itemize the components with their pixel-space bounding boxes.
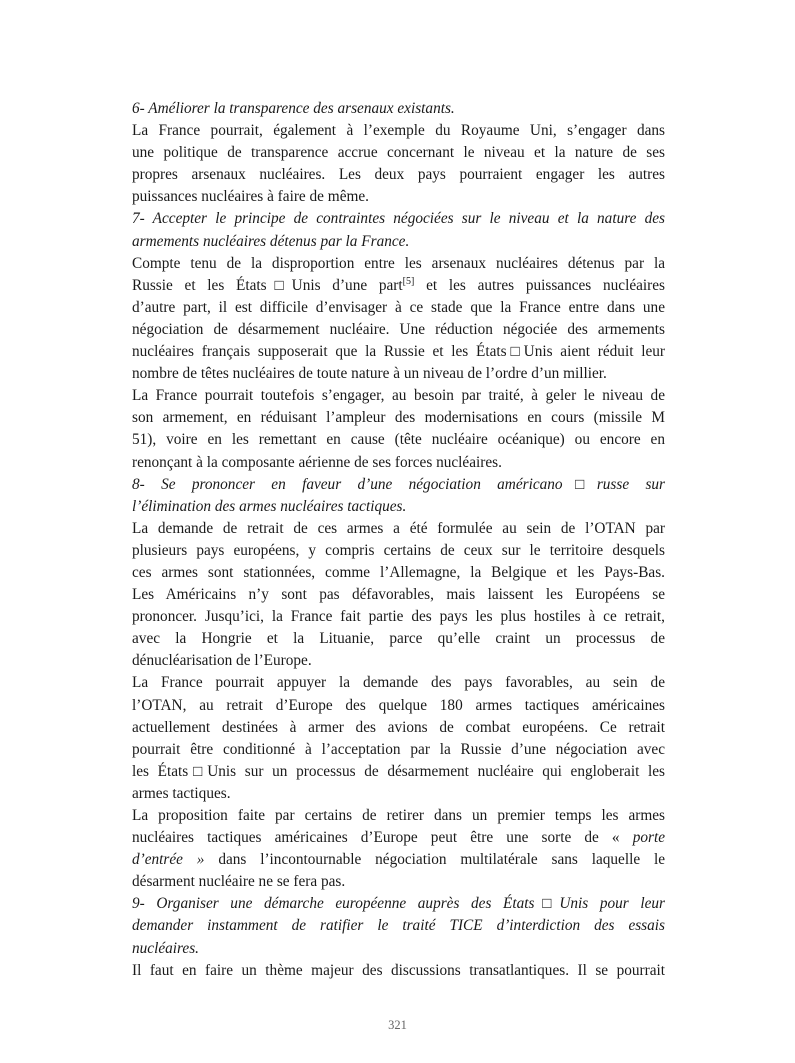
text-line: Les Américains n’y sont pas défavorables, mais laissent les Européens se	[132, 586, 665, 604]
text-line: son armement, en réduisant l’ampleur des modernisations en cours (missile M	[132, 409, 665, 427]
text-line: nucléaires tactiques américaines d’Europe peut être une sorte de « porte	[132, 829, 665, 847]
text-line: 6- Améliorer la transparence des arsenaux existants.	[132, 100, 455, 117]
text-line: Russie et les États□Unis d’une part[5] et les autres puissances nucléaires	[132, 275, 665, 294]
text-line: nucléaires français supposerait que la Russie et les États□Unis aient réduit leur	[132, 343, 665, 361]
text-line: prononcer. Jusqu’ici, la France fait partie des pays les plus hostiles à ce retrait,	[132, 608, 665, 626]
text-line: les États□Unis sur un processus de désarmement nucléaire qui engloberait les	[132, 762, 665, 780]
document-body	[132, 98, 665, 982]
text-line: actuellement destinées à armer des avions de combat européens. Ce retrait	[132, 718, 665, 736]
text-line: l’élimination des armes nucléaires tactiques.	[132, 497, 407, 515]
text-line: La demande de retrait de ces armes a été formulée au sein de l’OTAN par	[132, 519, 665, 537]
text-line: La France pourrait toutefois s’engager, au besoin par traité, à geler le niveau de	[132, 387, 665, 405]
text-line: plusieurs pays européens, y compris certains de ceux sur le territoire desquels	[132, 541, 665, 559]
text-line: La France pourrait, également à l’exemple du Royaume Uni, s’engager dans	[132, 122, 665, 140]
text-line: négociation de désarmement nucléaire. Une réduction négociée des armements	[132, 320, 665, 338]
text-line: armes tactiques.	[132, 784, 231, 802]
text-line: désarment nucléaire ne se fera pas.	[132, 873, 346, 891]
text-line: 8- Se prononcer en faveur d’une négociation américano□russe sur	[132, 475, 665, 493]
text-line: une politique de transparence accrue concernant le niveau et la nature de ses	[132, 144, 665, 162]
text-line: 7- Accepter le principe de contraintes négociées sur le niveau et la nature des	[132, 210, 665, 228]
text-line: renonçant à la composante aérienne de ses forces nucléaires.	[132, 453, 502, 471]
text-line: La proposition faite par certains de retirer dans un premier temps les armes	[132, 807, 665, 824]
text-line: dénucléarisation de l’Europe.	[132, 652, 312, 670]
text-line: Compte tenu de la disproportion entre les arsenaux nucléaires détenus par la	[132, 254, 665, 272]
text-line: ces armes sont stationnées, comme l’Allemagne, la Belgique et les Pays-Bas.	[132, 563, 665, 581]
text-line: puissances nucléaires à faire de même.	[132, 188, 369, 206]
text-line: 51), voire en les remettant en cause (tête nucléaire océanique) ou encore en	[132, 431, 665, 449]
text-line: pourrait être conditionné à l’acceptation par la Russie d’une négociation avec	[132, 740, 665, 758]
text-line: d’entrée » dans l’incontournable négociation multilatérale sans laquelle le	[132, 851, 665, 869]
text-line: nucléaires.	[132, 939, 199, 957]
text-line: demander instamment de ratifier le traité TICE d’interdiction des essais	[132, 917, 665, 935]
text-line: l’OTAN, au retrait d’Europe des quelque 180 armes tactiques américaines	[132, 696, 665, 714]
text-line: 9- Organiser une démarche européenne auprès des États□Unis pour leur	[132, 895, 665, 913]
text-line: armements nucléaires détenus par la France.	[132, 232, 410, 250]
text-line: Il faut en faire un thème majeur des discussions transatlantiques. Il se pourrait	[132, 961, 665, 979]
text-line: avec la Hongrie et la Lituanie, parce qu’elle craint un processus de	[132, 630, 665, 648]
text-line: La France pourrait appuyer la demande des pays favorables, au sein de	[132, 674, 665, 692]
text-line: propres arsenaux nucléaires. Les deux pays pourraient engager les autres	[132, 166, 665, 184]
text-line: nombre de têtes nucléaires de toute nature à un niveau de l’ordre d’un millier.	[132, 365, 607, 383]
page-number: 321	[388, 1018, 407, 1032]
text-line: d’autre part, il est difficile d’envisager à ce stade que la France entre dans une	[132, 298, 665, 316]
